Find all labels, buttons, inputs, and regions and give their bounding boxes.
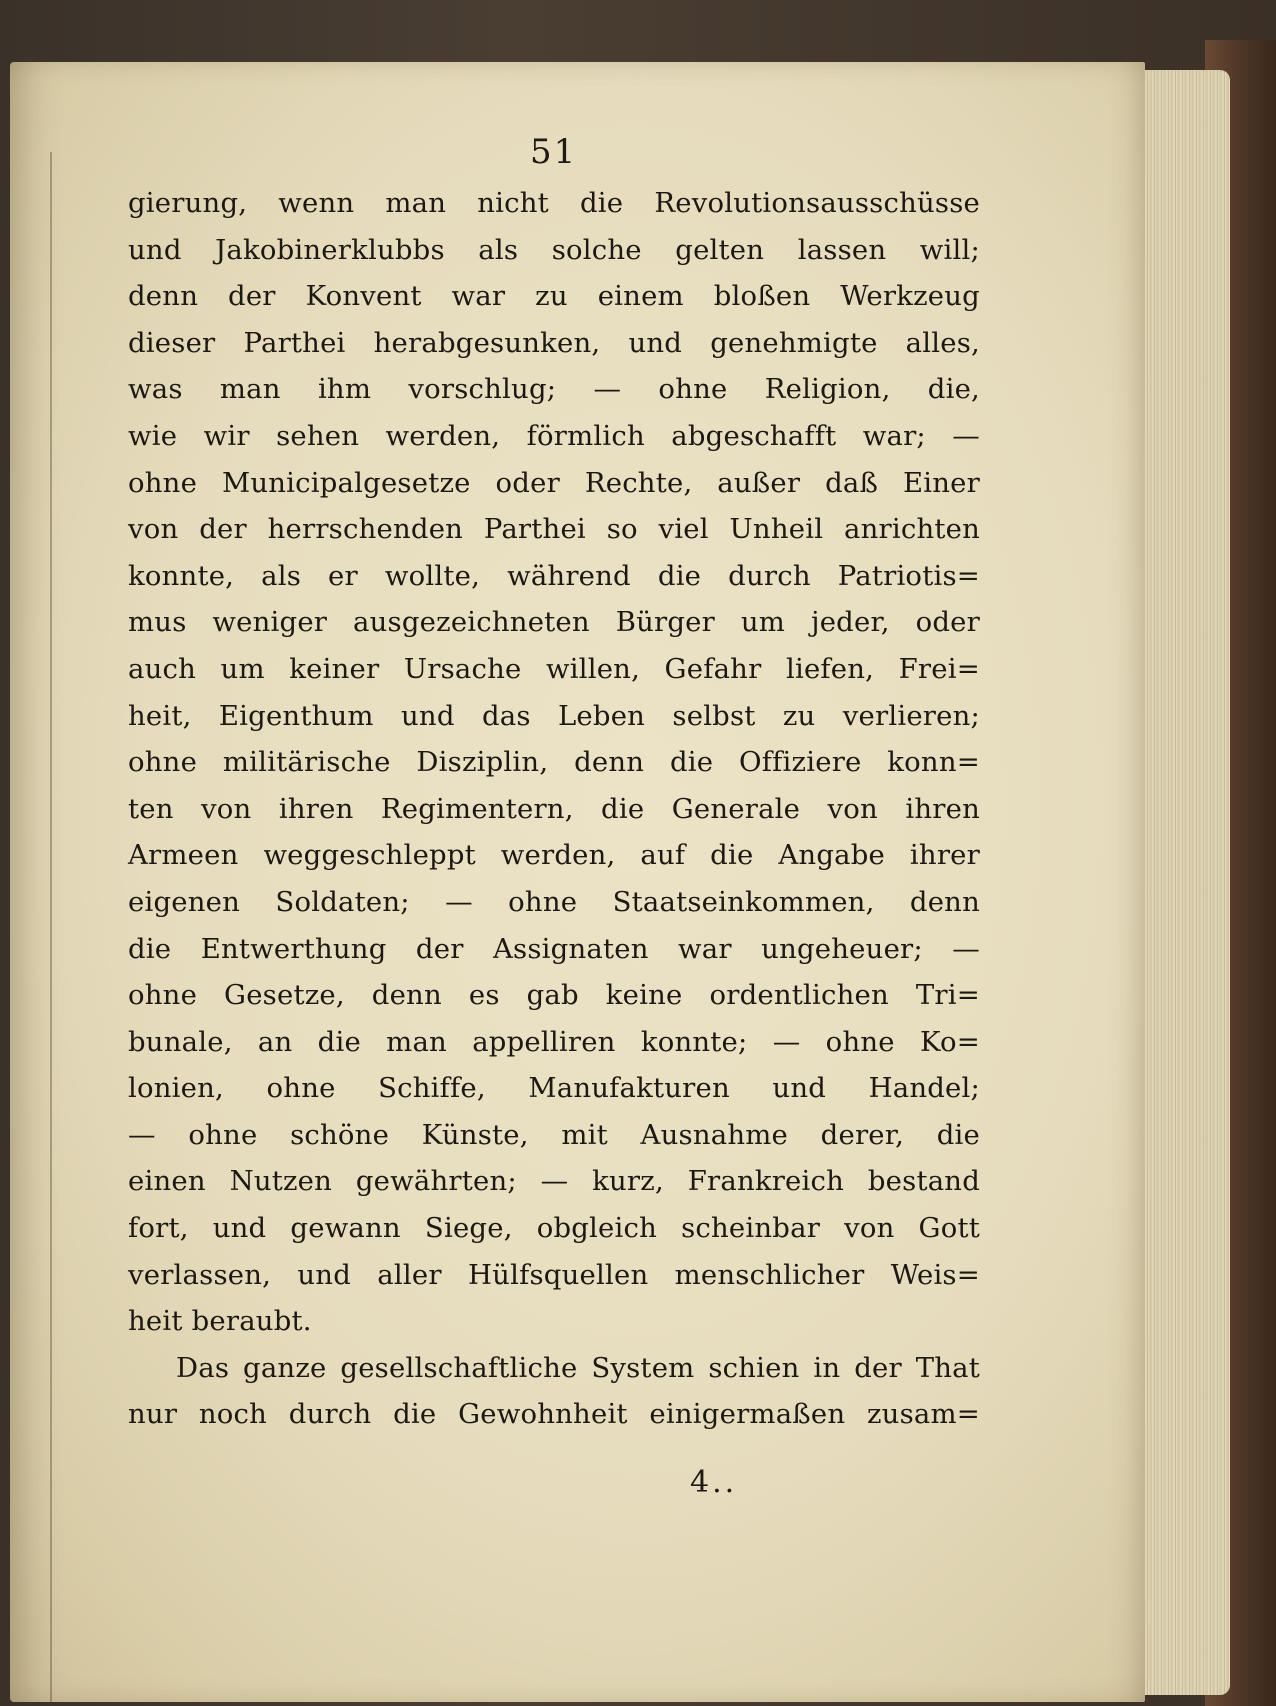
text-line: fort, und gewann Siege, obgleich scheinbar von Gott	[128, 1212, 980, 1245]
text-line: heit beraubt.	[128, 1305, 312, 1338]
text-line: nur noch durch die Gewohnheit einigermaßen zusam=	[128, 1398, 980, 1431]
text-line: ohne militärische Disziplin, denn die Offiziere konn=	[128, 746, 980, 779]
text-line: gierung, wenn man nicht die Revolutionsausschüsse	[128, 187, 980, 219]
page-number: 51	[530, 132, 578, 172]
text-line: verlassen, und aller Hülfsquellen menschlicher Weis=	[128, 1258, 980, 1291]
text-line: lonien, ohne Schiffe, Manufakturen und Handel;	[128, 1072, 980, 1105]
paragraph-start-line: Das ganze gesellschaftliche System schien in der That	[176, 1351, 980, 1384]
text-line: auch um keiner Ursache willen, Gefahr liefen, Frei=	[128, 652, 980, 685]
text-line: Armeen weggeschleppt werden, auf die Angabe ihrer	[128, 839, 980, 872]
text-line: denn der Konvent war zu einem bloßen Werkzeug	[128, 280, 980, 313]
text-line: ohne Municipalgesetze oder Rechte, außer daß Einer	[128, 466, 980, 499]
text-line: und Jakobinerklubbs als solche gelten lassen will;	[128, 233, 980, 266]
text-line: dieser Parthei herabgesunken, und genehmigte alles,	[128, 326, 980, 359]
text-line: wie wir sehen werden, förmlich abgeschafft war; —	[128, 419, 980, 452]
text-line: die Entwerthung der Assignaten war ungeheuer; —	[128, 932, 980, 965]
text-line: ohne Gesetze, denn es gab keine ordentlichen Tri=	[128, 979, 980, 1012]
gutter-line	[50, 152, 52, 1706]
text-line: ten von ihren Regimentern, die Generale von ihren	[128, 792, 980, 825]
text-line: was man ihm vorschlug; — ohne Religion, die,	[128, 373, 980, 406]
text-line: bunale, an die man appelliren konnte; — ohne Ko=	[128, 1025, 980, 1058]
signature-mark: 4..	[690, 1465, 738, 1500]
text-line: heit, Eigenthum und das Leben selbst zu verlieren;	[128, 699, 980, 732]
text-line: — ohne schöne Künste, mit Ausnahme derer, die	[128, 1118, 980, 1151]
text-line: einen Nutzen gewährten; — kurz, Frankreich bestand	[128, 1165, 980, 1198]
text-line: eigenen Soldaten; — ohne Staatseinkommen, denn	[128, 885, 980, 918]
text-line: konnte, als er wollte, während die durch Patriotis=	[128, 559, 980, 592]
text-block	[128, 180, 980, 1438]
text-line: von der herrschenden Parthei so viel Unheil anrichten	[128, 513, 980, 546]
text-line: mus weniger ausgezeichneten Bürger um jeder, oder	[128, 606, 980, 639]
